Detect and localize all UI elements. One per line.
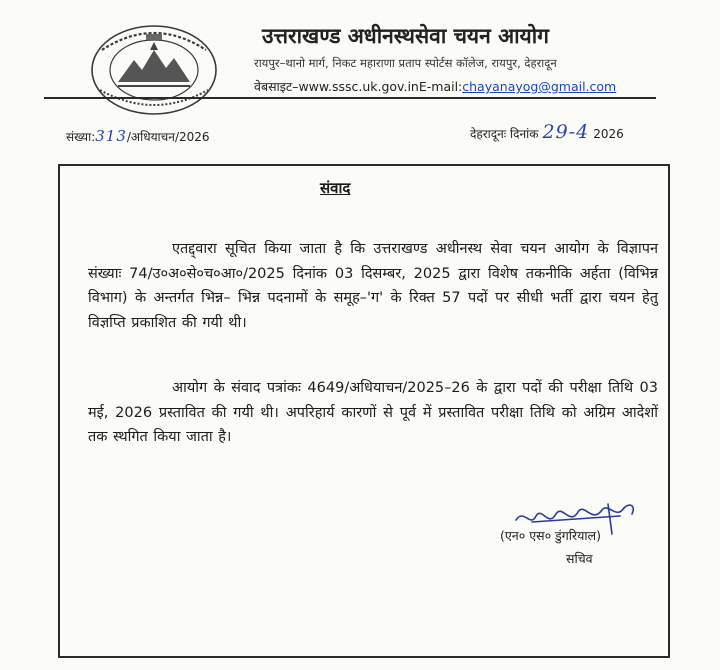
date-handwritten: 29-4 [542, 121, 590, 143]
email-label: E-mail: [418, 79, 463, 94]
signatory-designation: सचिव [566, 551, 593, 566]
website-text: वेबसाइट–www.sssc.uk.gov.in [254, 79, 419, 94]
letterhead-address: रायपुर–थानो मार्ग, निकट महाराणा प्रताप स्पोर्टस कॉलेज, रायपुर, देहरादून [254, 56, 557, 70]
letterhead-title: उत्तराखण्ड अधीनस्थसेवा चयन आयोग [262, 24, 549, 48]
notice-heading: संवाद [320, 179, 351, 197]
letterhead-divider [44, 97, 656, 99]
reference-number-label: संख्या: [66, 130, 96, 144]
place-date [470, 121, 624, 143]
notice-paragraph-1: एतद्द्वारा सूचित किया जाता है कि उत्तराखण्ड अधीनस्थ सेवा चयन आयोग के विज्ञापन संख्याः 74/उ०अ०से०च०आ०/2025 दिनांक 03 दिसम्बर, 2025 द्वारा विशेष तकनीकि अर्हता (विभिन्न विभाग) के अन्तर्गत भिन्न– भिन्न पदनामों के समूह–'ग' के रिक्त 57 पदों पर सीधी भर्ती द्वारा चयन हेतु विज्ञप्ति प्रकाशित की गयी थी। [88, 241, 658, 331]
email-link[interactable]: chayanayog@gmail.com [462, 79, 617, 94]
letterhead-contact [254, 78, 616, 95]
signatory-name: (एन० एस० डुंगरियाल) [500, 528, 601, 543]
reference-number-handwritten: 313 [95, 127, 127, 145]
reference-number-suffix: /अधियाचन/2026 [126, 130, 210, 144]
place-date-label: देहरादूनः दिनांक [470, 127, 539, 141]
notice-paragraph-2: आयोग के संवाद पत्रांकः 4649/अधियाचन/2025–26 के द्वारा पदों की परीक्षा तिथि 03 मई, 2026 प्रस्तावित की गयी थी। अपरिहार्य कारणों से पूर्व में प्रस्तावित परीक्षा तिथि को अग्रिम आदेशों तक स्थगित किया जाता है। [88, 380, 658, 446]
reference-number [66, 127, 210, 145]
date-year: 2026 [593, 127, 624, 141]
commission-seal-emblem [88, 20, 220, 116]
